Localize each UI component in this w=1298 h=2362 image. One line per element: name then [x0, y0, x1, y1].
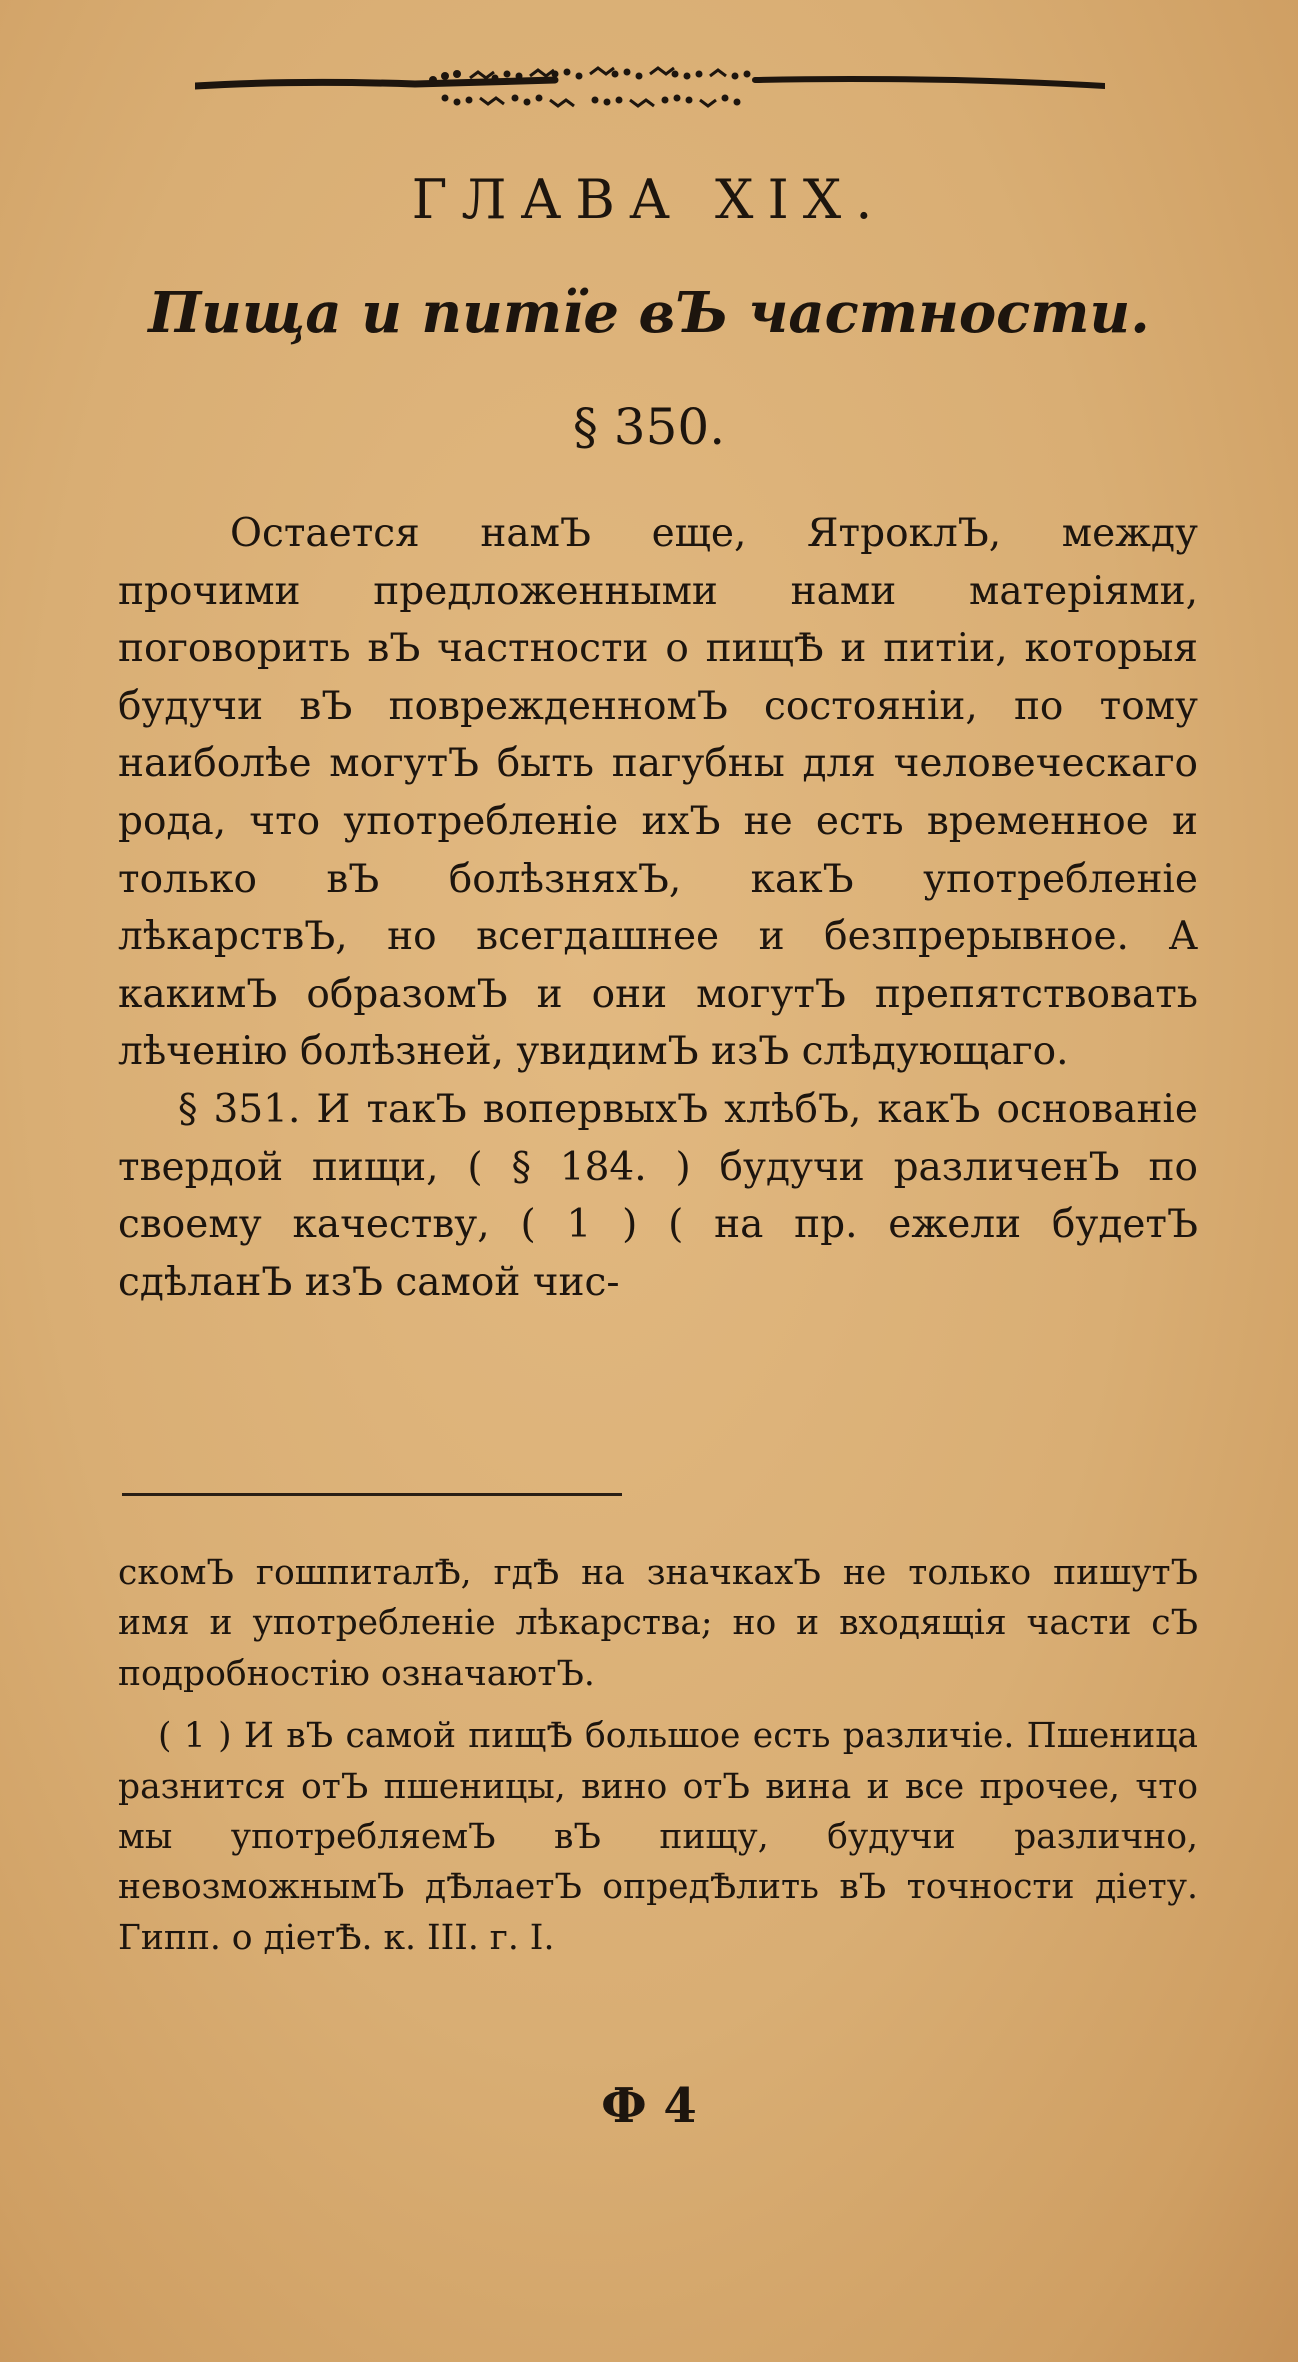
section-number: § 350.	[572, 398, 726, 456]
main-text	[118, 505, 1198, 1311]
paragraph-351: § 351. И такЪ вопервыхЪ хлѣбЪ, какЪ основанiе твердой пищи, ( § 184. ) будучи различенЪ по своему качеству, ( 1 ) ( на пр. ежели будетЪ сдѣланЪ изЪ самой чис-	[118, 1086, 1198, 1305]
chapter-subtitle: Пища и питїе вЪ частности.	[148, 280, 1150, 346]
footnote-divider	[122, 1493, 622, 1496]
signature-mark: Ф 4	[601, 2078, 697, 2134]
paragraph-350: Остается намЪ еще, ЯтроклЪ, между прочими предложенными нами матерiями, поговорить вЪ частности о пищѢ и питiи, которыя будучи вЪ поврежденномЪ состоянiи, по тому наиболѣе могутЪ быть пагубны для человеческаго рода, что употребленiе ихЪ не есть временное и только вЪ болѣзняхЪ, какЪ употребленiе лѣкарствЪ, но всегдашнее и безпрерывное. А какимЪ образомЪ и они могутЪ препятствовать лѣченiю болѣзней, увидимЪ изЪ слѣдующаго.	[118, 511, 1198, 1075]
footnotes	[118, 1548, 1198, 1975]
decorative-header-ornament	[195, 58, 1105, 118]
chapter-title: ГЛАВА XIX.	[411, 168, 887, 231]
footnote-continuation: скомЪ гошпиталѢ, гдѢ на значкахЪ не только пишутЪ имя и употребленiе лѣкарства; но и входящiя части сЪ подробностiю означаютЪ.	[118, 1553, 1198, 1694]
footnote-1: ( 1 ) И вЪ самой пищѢ большое есть различiе. Пшеница разнится отЪ пшеницы, вино отЪ вина и все прочее, что мы употребляемЪ вЪ пищу, будучи различно, невозможнымЪ дѢлаетЪ опредѢлить вЪ точности дiету. Гипп. о дiетѢ. к. III. г. I.	[118, 1716, 1198, 1958]
